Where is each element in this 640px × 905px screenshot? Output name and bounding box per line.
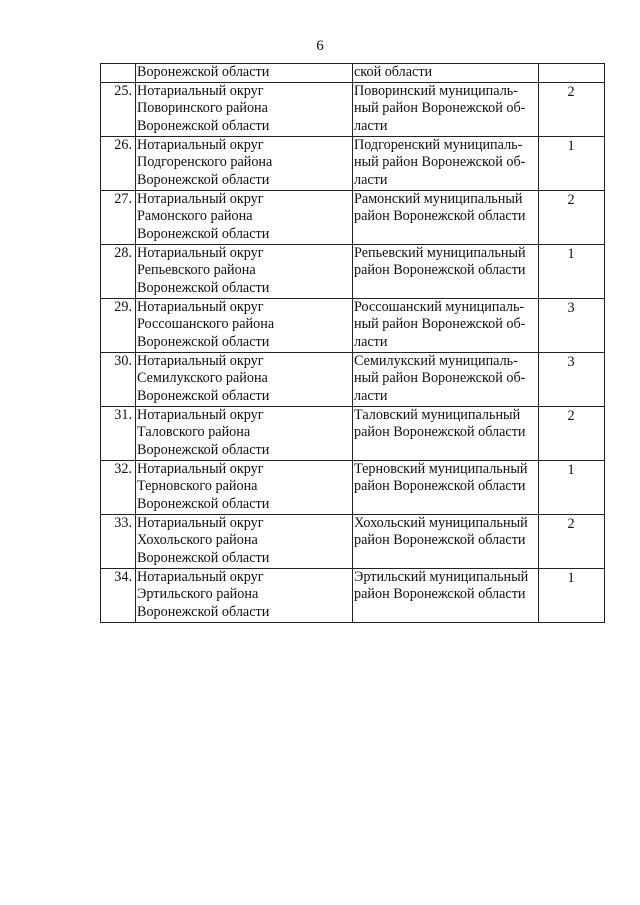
table-row xyxy=(101,82,605,136)
district-cell xyxy=(136,460,353,514)
district-cell xyxy=(136,82,353,136)
territory-line: район Воронежской области xyxy=(354,262,526,279)
territory-cell xyxy=(353,406,539,460)
territory-line: район Воронежской области xyxy=(354,208,526,225)
territory-cell xyxy=(353,514,539,568)
district-line: Воронежской области xyxy=(137,171,270,188)
territory-line: район Воронежской области xyxy=(354,478,526,495)
territory-line: Россошанский муниципаль- xyxy=(354,298,525,315)
district-cell xyxy=(136,244,353,298)
territory-line: ласти xyxy=(354,333,388,350)
territory-cell xyxy=(353,568,539,622)
notary-count-cell: 3 xyxy=(539,298,605,352)
district-line: Таловского района xyxy=(137,424,251,441)
table-row xyxy=(101,460,605,514)
territory-line: район Воронежской области xyxy=(354,586,526,603)
table-row xyxy=(101,352,605,406)
district-line: Нотариальный округ xyxy=(137,514,264,531)
territory-line: Эртильский муниципальный xyxy=(354,568,529,585)
row-number-cell: 27. xyxy=(101,190,136,244)
territory-line: Репьевский муниципальный xyxy=(354,244,526,261)
district-cell xyxy=(136,190,353,244)
territory-line: ный район Воронежской об- xyxy=(354,100,526,117)
district-cell xyxy=(136,406,353,460)
page-number: 6 xyxy=(316,38,324,54)
territory-line: Хохольский муниципальный xyxy=(354,514,528,531)
territory-cell xyxy=(353,244,539,298)
district-line: Воронежской области xyxy=(137,333,270,350)
notary-count-cell: 1 xyxy=(539,460,605,514)
notary-count-cell: 1 xyxy=(539,244,605,298)
row-number-cell: 33. xyxy=(101,514,136,568)
territory-cell xyxy=(353,298,539,352)
district-line: Хохольского района xyxy=(137,532,258,549)
row-number-cell xyxy=(101,64,136,83)
row-number-cell: 26. xyxy=(101,136,136,190)
district-line: Нотариальный округ xyxy=(137,460,264,477)
district-line: Репьевского района xyxy=(137,262,256,279)
district-line: Семилукского района xyxy=(137,370,268,387)
district-line: Рамонского района xyxy=(137,208,253,225)
district-line: Нотариальный округ xyxy=(137,406,264,423)
district-cell xyxy=(136,136,353,190)
table-row xyxy=(101,514,605,568)
district-line: Нотариальный округ xyxy=(137,244,264,261)
territory-line: ный район Воронежской об- xyxy=(354,370,526,387)
notary-count-cell: 2 xyxy=(539,406,605,460)
territory-line: район Воронежской области xyxy=(354,424,526,441)
district-line: Россошанского района xyxy=(137,316,275,333)
district-line: Нотариальный округ xyxy=(137,190,264,207)
district-line: Нотариальный округ xyxy=(137,298,264,315)
territory-cell xyxy=(353,460,539,514)
row-number-cell: 31. xyxy=(101,406,136,460)
district-cell xyxy=(136,514,353,568)
district-line: Воронежской области xyxy=(137,441,270,458)
territory-cell xyxy=(353,136,539,190)
district-line: Воронежской области xyxy=(137,495,270,512)
district-cell xyxy=(136,298,353,352)
district-line: Воронежской области xyxy=(137,549,270,566)
territory-line: Поворинский муниципаль- xyxy=(354,82,518,99)
district-line: Нотариальный округ xyxy=(137,82,264,99)
district-line: Воронежской области xyxy=(137,117,270,134)
territory-cell xyxy=(353,64,539,83)
table-row xyxy=(101,406,605,460)
notary-count-cell: 2 xyxy=(539,82,605,136)
district-line: Эртильского района xyxy=(137,586,259,603)
district-line: Нотариальный округ xyxy=(137,136,264,153)
table-row xyxy=(101,298,605,352)
row-number-cell: 32. xyxy=(101,460,136,514)
district-line: Воронежской области xyxy=(137,603,270,620)
district-line: Воронежской области xyxy=(137,225,270,242)
row-number-cell: 28. xyxy=(101,244,136,298)
district-cell xyxy=(136,568,353,622)
territory-line: Подгоренский муниципаль- xyxy=(354,136,523,153)
notary-count-cell xyxy=(539,64,605,83)
district-line: Воронежской области xyxy=(137,64,270,80)
table-row xyxy=(101,190,605,244)
territory-line: Таловский муниципальный xyxy=(354,406,521,423)
district-line: Воронежской области xyxy=(137,279,270,296)
territory-cell xyxy=(353,82,539,136)
notary-count-cell: 1 xyxy=(539,568,605,622)
table-row xyxy=(101,244,605,298)
territory-line: Семилукский муниципаль- xyxy=(354,352,518,369)
district-line: Терновского района xyxy=(137,478,258,495)
district-line: Нотариальный округ xyxy=(137,352,264,369)
territory-line: ласти xyxy=(354,117,388,134)
territory-line: Рамонский муниципальный xyxy=(354,190,523,207)
territory-line: ный район Воронежской об- xyxy=(354,154,526,171)
district-cell xyxy=(136,352,353,406)
territory-line: ской области xyxy=(354,64,433,80)
territory-line: район Воронежской области xyxy=(354,532,526,549)
table-row xyxy=(101,136,605,190)
notary-count-cell: 2 xyxy=(539,190,605,244)
notary-districts-table xyxy=(100,63,605,623)
notary-count-cell: 2 xyxy=(539,514,605,568)
table-row-continuation xyxy=(101,64,605,83)
territory-line: Терновский муниципальный xyxy=(354,460,528,477)
district-line: Воронежской области xyxy=(137,387,270,404)
territory-line: ласти xyxy=(354,387,388,404)
table-row xyxy=(101,568,605,622)
row-number-cell: 29. xyxy=(101,298,136,352)
notary-count-cell: 3 xyxy=(539,352,605,406)
district-line: Подгоренского района xyxy=(137,154,273,171)
district-line: Поворинского района xyxy=(137,100,268,117)
district-cell xyxy=(136,64,353,83)
district-line: Нотариальный округ xyxy=(137,568,264,585)
territory-cell xyxy=(353,190,539,244)
table-body xyxy=(101,64,605,623)
territory-cell xyxy=(353,352,539,406)
territory-line: ласти xyxy=(354,171,388,188)
row-number-cell: 34. xyxy=(101,568,136,622)
notary-count-cell: 1 xyxy=(539,136,605,190)
row-number-cell: 25. xyxy=(101,82,136,136)
row-number-cell: 30. xyxy=(101,352,136,406)
territory-line: ный район Воронежской об- xyxy=(354,316,526,333)
